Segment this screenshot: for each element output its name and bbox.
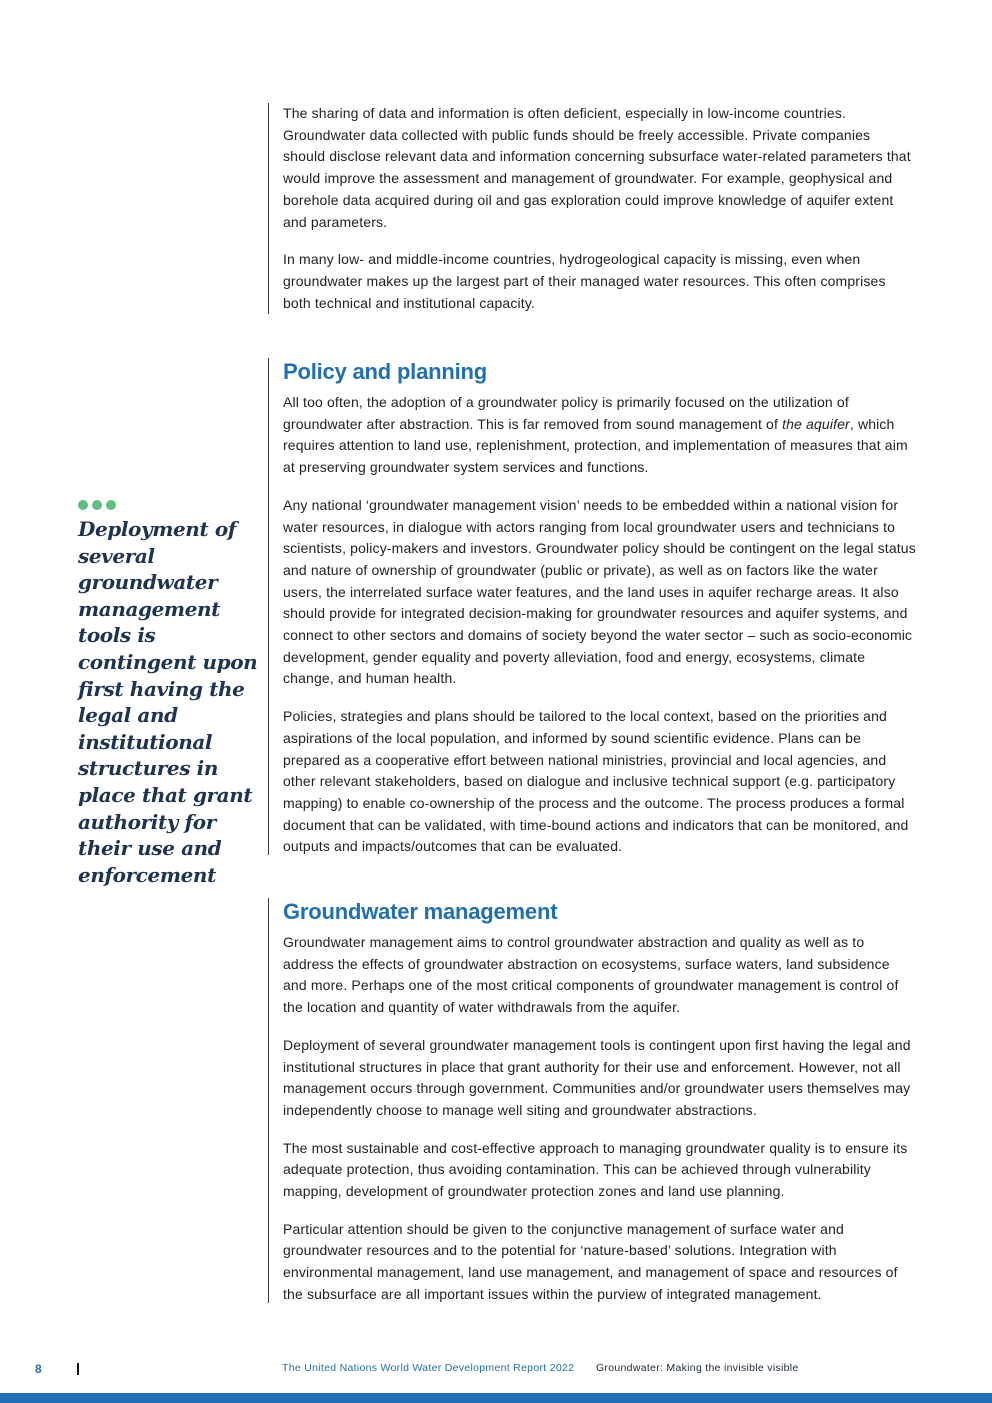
policy-paragraph <box>283 392 916 479</box>
management-section <box>268 898 916 1303</box>
dots-ornament-icon <box>78 500 258 510</box>
management-paragraph: Deployment of several groundwater management tools is contingent upon first having the legal and institutional structures in place that grant authority for their use and enforcement. However, not all management occurs through government. Communities and/or groundwater users themselves may independently choose to manage well siting and groundwater abstractions. <box>283 1036 911 1118</box>
policy-heading: Policy and planning <box>283 359 487 384</box>
page-number: 8 <box>35 1362 42 1376</box>
policy-p1-text-end: , which requires attention to land use, replenishment, protection, and implementation of measures that aim at preserving groundwater system services and functions. <box>283 415 908 476</box>
dot-icon <box>92 500 102 510</box>
management-paragraph: Groundwater management aims to control groundwater abstraction and quality as well as to address the effects of groundwater abstraction on ecosystems, surface waters, land subsidence and more. Perhaps one of the most critical components of groundwater management is control of the location and quantity of water withdrawals from the aquifer. <box>283 934 899 1016</box>
intro-section <box>268 103 916 314</box>
dot-icon <box>106 500 116 510</box>
policy-paragraph: Any national ‘groundwater management vision’ needs to be embedded within a national vision for water resources, in dialogue with actors ranging from local groundwater users and technicians to scientists, policy-makers and investors. Groundwater policy should be contingent on the legal status and nature of ownership of groundwater (public or private), as well as on factors like the water users, the interrelated surface water features, and the land uses in aquifer recharge areas. It also should provide for integrated decision-making for groundwater resources and aquifer systems, and connect to other sectors and domains of society beyond the water sector – such as socio-economic development, gender equality and poverty alleviation, food and energy, ecosystems, climate change, and human health. <box>283 496 916 687</box>
report-title: The United Nations World Water Development Report 2022 <box>282 1362 575 1374</box>
intro-paragraph: The sharing of data and information is often deficient, especially in low-income countries. Groundwater data collected with public funds should be freely accessible. Private companies should disclose relevant data and information concerning subsurface water-related parameters that would improve the assessment and management of groundwater. For example, geophysical and borehole data acquired during oil and gas exploration could improve knowledge of aquifer extent and parameters. <box>283 105 911 230</box>
bottom-accent-bar <box>0 1393 992 1403</box>
management-paragraph: Particular attention should be given to the conjunctive management of surface water and groundwater resources and to the potential for ‘nature-based’ solutions. Integration with environmental management, land use management, and management of space and resources of the subsurface are all important issues within the purview of integrated management. <box>283 1220 898 1302</box>
pull-quote-text: Deployment of several groundwater management tools is contingent upon first having the legal and institutional structures in place that grant authority for their use and enforcement <box>78 517 258 887</box>
page-footer <box>0 1361 992 1379</box>
policy-p1-emphasis: the aquifer <box>782 415 850 432</box>
management-heading: Groundwater management <box>283 899 558 924</box>
report-subtitle: Groundwater: Making the invisible visible <box>596 1362 799 1374</box>
management-paragraph: The most sustainable and cost-effective approach to managing groundwater quality is to ensure its adequate protection, thus avoiding contamination. This can be achieved through vulnerability mapping, development of groundwater protection zones and land use planning. <box>283 1139 908 1200</box>
policy-p1-text: All too often, the adoption of a groundwater policy is primarily focused on the utilization of groundwater after abstraction. This is far removed from sound management of <box>283 394 849 432</box>
dot-icon <box>78 500 88 510</box>
intro-paragraph: In many low- and middle-income countries, hydrogeological capacity is missing, even when groundwater makes up the largest part of their managed water resources. This often comprises both technical and institutional capacity. <box>283 251 886 311</box>
policy-paragraph: Policies, strategies and plans should be tailored to the local context, based on the priorities and aspirations of the local population, and informed by sound scientific evidence. Plans can be prepared as a cooperative effort between national ministries, provincial and local agencies, and other relevant stakeholders, based on dialogue and inclusive technical support (e.g. participatory mapping) to enable co-ownership of the process and the outcome. The process produces a formal document that can be validated, with time-bound actions and indicators that can be monitored, and outputs and impacts/outcomes that can be evaluated. <box>283 708 909 855</box>
footer-divider <box>77 1363 79 1375</box>
pull-quote <box>78 500 258 888</box>
policy-section <box>268 358 916 855</box>
